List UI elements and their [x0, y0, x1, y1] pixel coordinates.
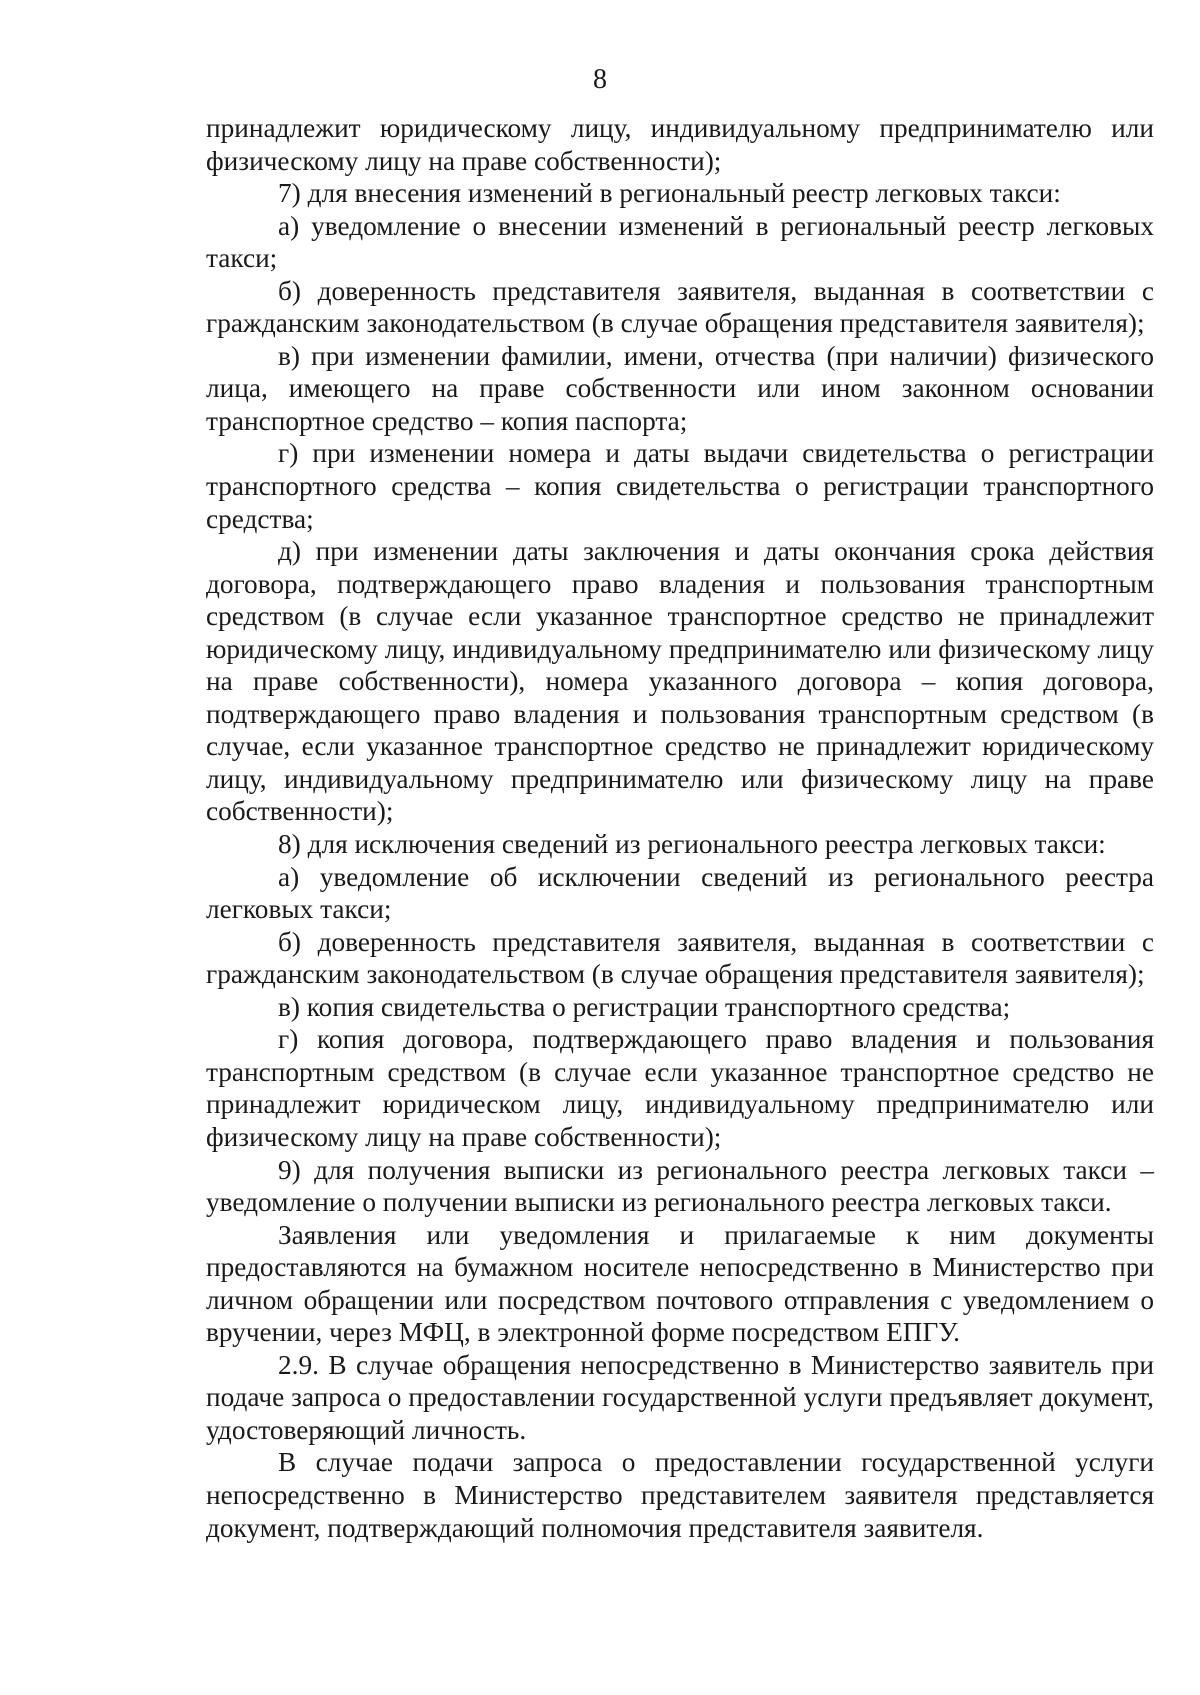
paragraph-item-7b: б) доверенность представителя заявителя, выданная в соответствии с гражданским законодательством (в случае обращения представителя заявителя); [206, 275, 1154, 339]
paragraph-item-8a: а) уведомление об исключении сведений из регионального реестра легковых такси; [206, 861, 1154, 925]
paragraph-item-7d: д) при изменении даты заключения и даты окончания срока действия договора, подтверждающего право владения и пользования транспортным средством (в случае если указанное транспортное средство не принадлежит юридическому лицу, индивидуальному предпринимателю или физическому лицу на праве собственности), номера указанного договора – копия договора, подтверждающего право владения и пользования транспортным средством (в случае, если указанное транспортное средство не принадлежит юридическому лицу, индивидуальному предпринимателю или физическому лицу на праве собственности); [206, 536, 1154, 827]
page-number: 8 [593, 64, 607, 95]
paragraph-item-8b: б) доверенность представителя заявителя, выданная в соответствии с гражданским законодательством (в случае обращения представителя заявителя); [206, 926, 1154, 990]
paragraph-representative: В случае подачи запроса о предоставлении государственной услуги непосредственно в Министерство представителем заявителя представляется документ, подтверждающий полномочия представителя заявителя. [206, 1447, 1154, 1543]
paragraph-item-7g: г) при изменении номера и даты выдачи свидетельства о регистрации транспортного средства – копия свидетельства о регистрации транспортного средства; [206, 438, 1154, 534]
paragraph-item-7: 7) для внесения изменений в региональный реестр легковых такси: [278, 178, 1061, 209]
paragraph-item-8g: г) копия договора, подтверждающего право владения и пользования транспортным средством (в случае если указанное транспортное средство не принадлежит юридическом лицу, индивидуальному предпринимателю или физическому лицу на праве собственности); [206, 1024, 1154, 1152]
paragraph-item-8v: в) копия свидетельства о регистрации транспортного средства; [278, 991, 1011, 1022]
paragraph-submission: Заявления или уведомления и прилагаемые к ним документы предоставляются на бумажном носителе непосредственно в Министерство при личном обращении или посредством почтового отправления с уведомлением о вручении, через МФЦ, в электронной форме посредством ЕПГУ. [206, 1219, 1154, 1348]
paragraph-item-7a: а) уведомление о внесении изменений в региональный реестр легковых такси; [206, 210, 1154, 274]
paragraph-continuation: принадлежит юридическому лицу, индивидуальному предпринимателю или физическому лицу на праве собственности); [206, 113, 1154, 176]
paragraph-item-8: 8) для исключения сведений из регионального реестра легковых такси: [278, 829, 1106, 860]
paragraph-item-7v: в) при изменении фамилии, имени, отчества (при наличии) физического лица, имеющего на праве собственности или ином законном основании транспортное средство – копия паспорта; [206, 340, 1154, 436]
paragraph-section-2-9: 2.9. В случае обращения непосредственно в Министерство заявитель при подаче запроса о предоставлении государственной услуги предъявляет документ, удостоверяющий личность. [206, 1349, 1154, 1445]
document-body [206, 112, 1154, 1544]
paragraph-item-9: 9) для получения выписки из регионального реестра легковых такси – уведомление о получении выписки из регионального реестра легковых такси. [206, 1154, 1154, 1218]
